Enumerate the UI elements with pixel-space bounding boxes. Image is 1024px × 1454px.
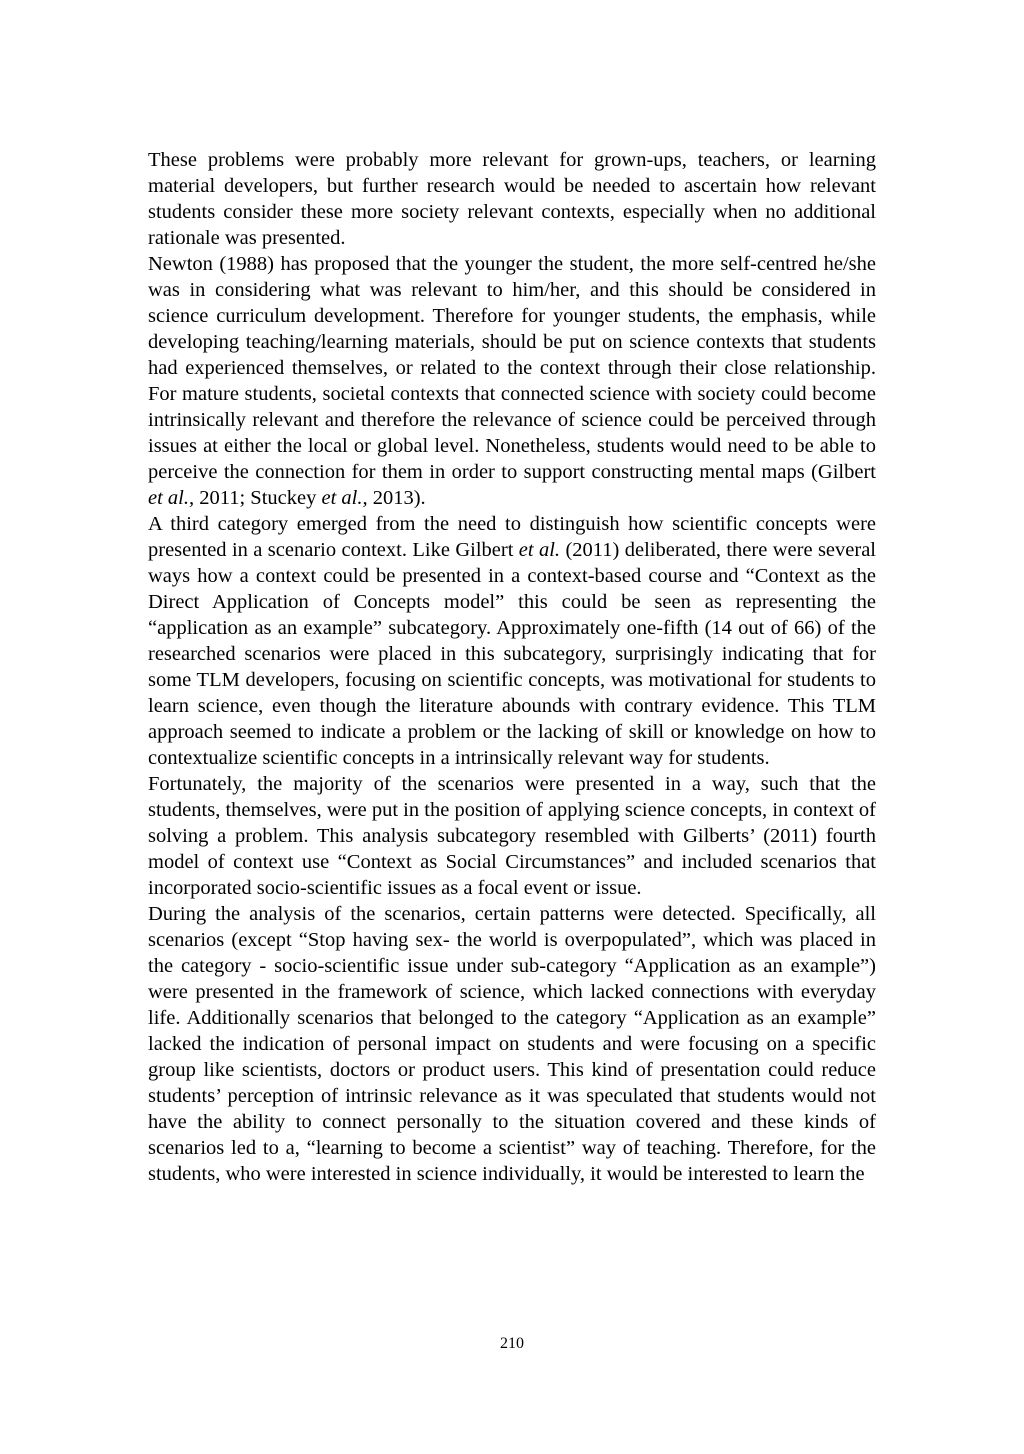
italic-run: et al.,: [148, 487, 195, 509]
paragraph: [148, 901, 876, 1187]
page-body: [148, 147, 876, 1187]
text-run: 2011; Stuckey: [194, 487, 322, 509]
paragraph: [148, 511, 876, 771]
text-run: Newton (1988) has proposed that the younger the student, the more self-centred he/she was in considering what was relevant to him/her, and this should be considered in science curriculum development. Therefore for younger students, the emphasis, while developing teaching/learning materials, should be put on science contexts that students had experienced themselves, or related to the context through their close relationship. For mature students, societal contexts that connected science with society could become intrinsically relevant and therefore the relevance of science could be perceived through issues at either the local or global level. Nonetheless, students would need to be able to perceive the connection for them in order to support constructing mental maps (Gilbert: [148, 253, 876, 483]
text-run: 2013).: [367, 487, 426, 509]
paragraph: [148, 147, 876, 251]
text-run: During the analysis of the scenarios, certain patterns were detected. Specifically, all scenarios (except “Stop having sex- the world is overpopulated”, which was placed in the category - socio-scientific issue under sub-category “Application as an example”) were presented in the framework of science, which lacked connections with everyday life. Additionally scenarios that belonged to the category “Application as an example” lacked the indication of personal impact on students and were focusing on a specific group like scientists, doctors or product users. This kind of presentation could reduce students’ perception of intrinsic relevance as it was speculated that students would not have the ability to connect personally to the situation covered and these kinds of scenarios led to a, “learning to become a scientist” way of teaching. Therefore, for the students, who were interested in science individually, it would be interested to learn the: [148, 903, 876, 1185]
paragraph: [148, 771, 876, 901]
italic-run: et al.: [518, 539, 561, 561]
text-run: These problems were probably more relevant for grown-ups, teachers, or learning material developers, but further research would be needed to ascertain how relevant students consider these more society relevant contexts, especially when no additional rationale was presented.: [148, 149, 876, 249]
text-run: (2011) deliberated, there were several ways how a context could be presented in a context-based course and “Context as the Direct Application of Concepts model” this could be seen as representing the “application as an example” subcategory. Approximately one-fifth (14 out of 66) of the researched scenarios were placed in this subcategory, surprisingly indicating that for some TLM developers, focusing on scientific concepts, was motivational for students to learn science, even though the literature abounds with contrary evidence. This TLM approach seemed to indicate a problem or the lacking of skill or knowledge on how to contextualize scientific concepts in a intrinsically relevant way for students.: [148, 539, 876, 769]
paragraph: [148, 251, 876, 511]
page-number: 210: [500, 1335, 524, 1352]
italic-run: et al.,: [321, 487, 368, 509]
text-run: Fortunately, the majority of the scenarios were presented in a way, such that the students, themselves, were put in the position of applying science concepts, in context of solving a problem. This analysis subcategory resembled with Gilberts’ (2011) fourth model of context use “Context as Social Circumstances” and included scenarios that incorporated socio-scientific issues as a focal event or issue.: [148, 773, 876, 899]
text-run: A third category emerged from the need to distinguish how scientific concepts were presented in a scenario context. Like Gilbert: [148, 513, 876, 561]
